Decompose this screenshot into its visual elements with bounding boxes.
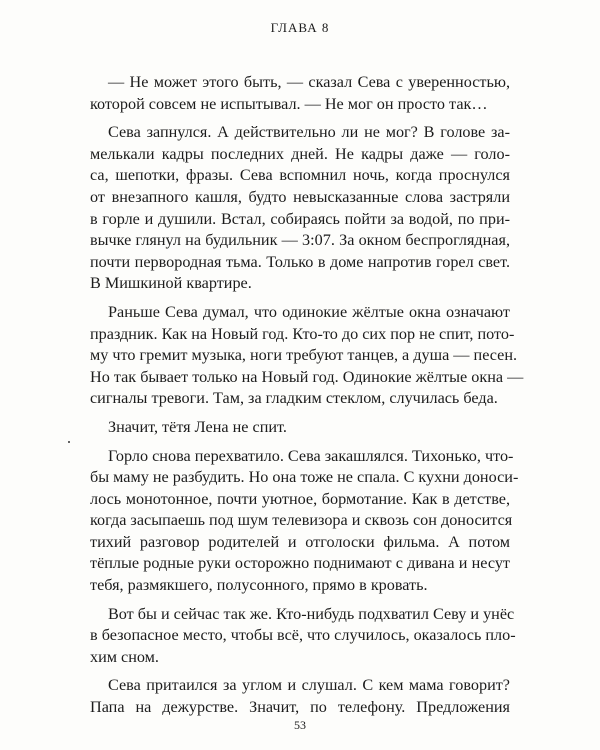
text-line: тёплые родные руки осторожно поднимают с дивана и несут [90, 554, 510, 573]
text-line: — Не может этого быть, — сказал Сева с уверенностью, [108, 73, 510, 91]
chapter-title: ГЛАВА 8 [270, 20, 330, 35]
print-speck [68, 441, 70, 443]
page-number: 53 [294, 718, 306, 732]
text-line: Сева притаился за углом и слушал. С кем мама говорит? [108, 676, 510, 695]
text-line: бы маму не разбудить. Но она тоже не спала. С кухни доноси- [90, 468, 519, 487]
text-line: тебя, размякшего, полусонного, прямо в кровать. [90, 576, 428, 595]
body-text [90, 72, 524, 726]
text-line: Значит, тётя Лена не спит. [108, 417, 287, 436]
text-line: Раньше Сева думал, что одинокие жёлтые окна означают [108, 302, 510, 321]
paragraph [90, 72, 510, 115]
text-line: праздник. Как на Новый год. Кто-то до сих пор не спит, пото- [90, 324, 515, 343]
text-line: которой совсем не испытывал. — Не мог он просто так… [90, 94, 488, 113]
text-line: са, шепотки, фразы. Сева вспомнил ночь, когда проснулся [90, 166, 510, 185]
text-line: от внезапного кашля, будто невысказанные слова застряли [90, 187, 510, 206]
paragraph [90, 417, 510, 439]
text-line: Вот бы и сейчас так же. Кто-нибудь подхватил Севу и унёс [108, 604, 515, 623]
paragraph [90, 122, 510, 295]
text-line: Папа на дежурстве. Значит, по телефону. Предложения [90, 698, 510, 717]
paragraph [90, 675, 510, 718]
text-line: Сева запнулся. А действительно ли не мог? В голове за- [108, 123, 510, 142]
text-line: когда засыпаешь под шум телевизора и сквозь сон доносится [90, 511, 513, 530]
text-line: тихий разговор родителей и отголоски фильма. А потом [90, 532, 510, 551]
text-line: в безопасное место, чтобы всё, что случилось, оказалось пло- [90, 626, 516, 645]
text-line: В Мишкиной квартире. [90, 274, 252, 293]
paragraph [90, 446, 519, 597]
text-line: мелькали кадры последних дней. Не кадры даже — голо- [90, 144, 510, 163]
paragraph [90, 604, 516, 669]
text-line: вычке глянул на будильник — 3:07. За окном беспроглядная, [90, 231, 510, 250]
text-line: почти первородная тьма. Только в доме напротив горел свет. [90, 252, 510, 271]
text-line: сигналы тревоги. Там, за гладким стеклом, случилась беда. [90, 389, 498, 408]
text-line: Но так бывает только на Новый год. Одинокие жёлтые окна — [90, 367, 524, 386]
text-line: му что гремит музыка, ноги требуют танцев, а душа — песен. [90, 346, 518, 365]
text-line: лось монотонное, почти уютное, бормотание. Как в детстве, [90, 489, 510, 508]
text-line: в горле и душили. Встал, собираясь пойти за водой, по при- [90, 209, 510, 228]
text-line: хим сном. [90, 647, 159, 666]
paragraph [90, 302, 524, 410]
text-line: Горло снова перехватило. Сева закашлялся. Тихонько, что- [108, 446, 514, 465]
